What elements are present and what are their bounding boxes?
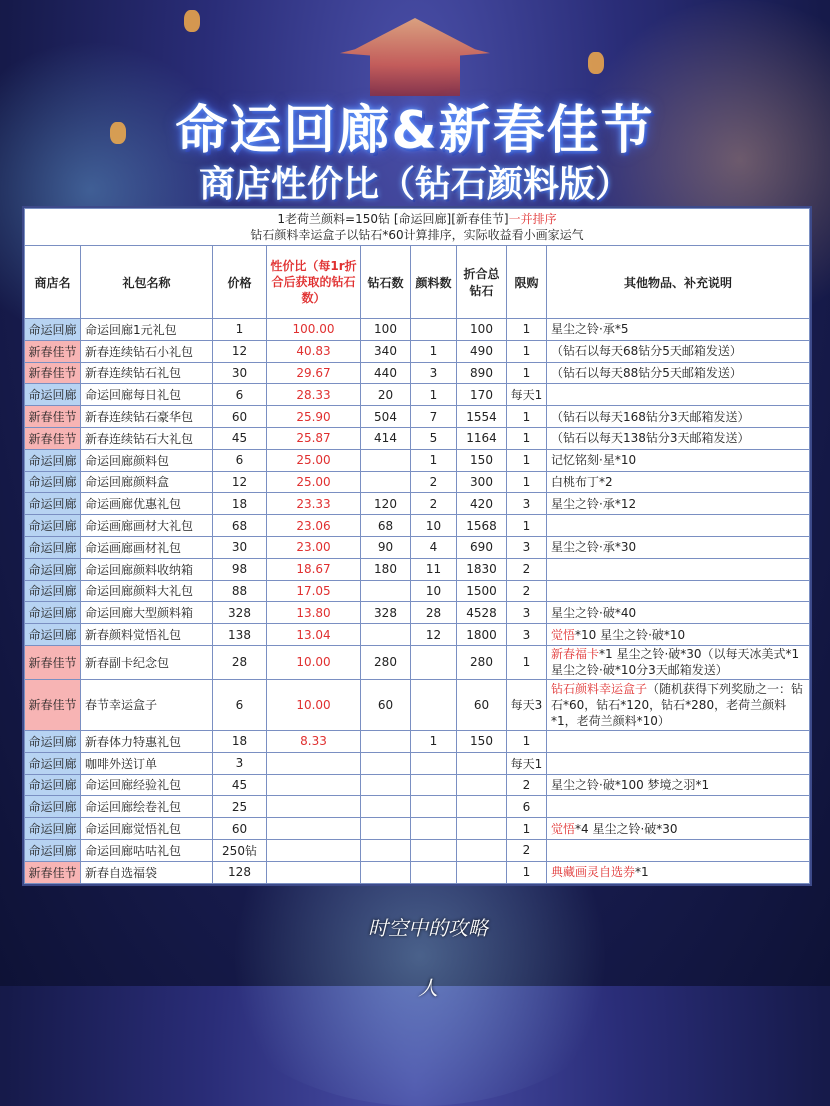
cell-extra <box>547 384 810 406</box>
cell-paint: 10 <box>411 515 457 537</box>
cell-ratio <box>267 752 361 774</box>
cell-limit: 1 <box>507 471 547 493</box>
cell-price: 30 <box>213 362 267 384</box>
table-row <box>25 818 810 840</box>
cell-price: 6 <box>213 449 267 471</box>
extra-highlight: 典藏画灵自选券 <box>551 865 636 880</box>
cell-price: 98 <box>213 558 267 580</box>
cell-ratio: 25.00 <box>267 449 361 471</box>
cell-total <box>457 752 507 774</box>
cell-ratio: 18.67 <box>267 558 361 580</box>
note-line2: 钻石颜料幸运盒子以钻石*60计算排序，实际收益看小画家运气 <box>250 228 584 242</box>
extra-highlight: 觉悟 <box>551 821 576 836</box>
cell-diamond <box>361 624 411 646</box>
cell-limit: 1 <box>507 319 547 341</box>
extra-text: （钻石以每天138钻分3天邮箱发送） <box>551 431 750 446</box>
cell-paint: 2 <box>411 471 457 493</box>
cell-ratio: 23.00 <box>267 536 361 558</box>
cell-total: 300 <box>457 471 507 493</box>
cell-extra <box>547 515 810 537</box>
cell-price: 6 <box>213 384 267 406</box>
cell-paint <box>411 818 457 840</box>
note-row <box>25 209 810 246</box>
cell-shop: 命运回廊 <box>25 471 81 493</box>
col-header-limit: 限购 <box>507 246 547 319</box>
cell-diamond <box>361 471 411 493</box>
table-row <box>25 861 810 883</box>
cell-price: 18 <box>213 493 267 515</box>
table-row <box>25 558 810 580</box>
cell-paint: 12 <box>411 624 457 646</box>
price-table <box>24 208 810 884</box>
cell-paint: 1 <box>411 730 457 752</box>
cell-paint <box>411 679 457 730</box>
cell-total: 420 <box>457 493 507 515</box>
extra-highlight: 觉悟 <box>551 627 576 642</box>
page-subtitle: 商店性价比（钻石颜料版） <box>198 164 631 205</box>
table-row <box>25 536 810 558</box>
cell-name: 春节幸运盒子 <box>81 679 213 730</box>
cell-limit: 2 <box>507 774 547 796</box>
cell-limit: 2 <box>507 580 547 602</box>
cell-name: 命运画廊优惠礼包 <box>81 493 213 515</box>
extra-text: （钻石以每天168钻分3天邮箱发送） <box>551 409 750 424</box>
cell-ratio: 25.90 <box>267 406 361 428</box>
cell-diamond: 340 <box>361 340 411 362</box>
cell-ratio: 23.33 <box>267 493 361 515</box>
table-row <box>25 752 810 774</box>
extra-highlight: 钻石颜料幸运盒子 <box>551 681 648 696</box>
cell-extra <box>547 406 810 428</box>
table-row <box>25 493 810 515</box>
col-header-paint: 颜料数 <box>411 246 457 319</box>
cell-limit: 1 <box>507 449 547 471</box>
table-row <box>25 774 810 796</box>
lantern-icon <box>184 10 200 32</box>
cell-total <box>457 861 507 883</box>
cell-price: 45 <box>213 427 267 449</box>
cell-name: 新春连续钻石礼包 <box>81 362 213 384</box>
cell-total: 490 <box>457 340 507 362</box>
cell-shop: 新春佳节 <box>25 679 81 730</box>
cell-paint <box>411 752 457 774</box>
cell-paint <box>411 839 457 861</box>
cell-ratio: 40.83 <box>267 340 361 362</box>
cell-paint <box>411 319 457 341</box>
cell-paint: 1 <box>411 449 457 471</box>
cell-limit: 每天1 <box>507 384 547 406</box>
cell-total: 690 <box>457 536 507 558</box>
cell-paint <box>411 861 457 883</box>
table-row <box>25 449 810 471</box>
cell-price: 25 <box>213 796 267 818</box>
table-row <box>25 427 810 449</box>
cell-paint: 1 <box>411 384 457 406</box>
cell-diamond: 68 <box>361 515 411 537</box>
cell-price: 3 <box>213 752 267 774</box>
cell-ratio <box>267 774 361 796</box>
cell-price: 68 <box>213 515 267 537</box>
cell-extra <box>547 839 810 861</box>
cell-paint: 11 <box>411 558 457 580</box>
cell-ratio: 13.80 <box>267 602 361 624</box>
cell-limit: 1 <box>507 861 547 883</box>
cell-shop: 命运回廊 <box>25 730 81 752</box>
cell-total: 100 <box>457 319 507 341</box>
cell-total <box>457 839 507 861</box>
cell-name: 命运回廊颜料盒 <box>81 471 213 493</box>
cell-ratio: 28.33 <box>267 384 361 406</box>
cell-limit: 3 <box>507 536 547 558</box>
cell-total: 1164 <box>457 427 507 449</box>
pavilion-illustration <box>340 18 490 96</box>
extra-text: 星尘之铃·承*30 <box>551 540 637 555</box>
cell-name: 新春连续钻石豪华包 <box>81 406 213 428</box>
cell-diamond: 504 <box>361 406 411 428</box>
cell-price: 250钻 <box>213 839 267 861</box>
cell-total: 1568 <box>457 515 507 537</box>
cell-extra <box>547 536 810 558</box>
cell-extra <box>547 602 810 624</box>
cell-shop: 命运回廊 <box>25 818 81 840</box>
extra-text: *1 <box>635 865 649 880</box>
table-row <box>25 515 810 537</box>
cell-diamond <box>361 774 411 796</box>
price-table-container <box>22 206 812 886</box>
col-header-ratio: 性价比（每1r折合后获取的钻石数） <box>267 246 361 319</box>
cell-ratio: 10.00 <box>267 679 361 730</box>
cell-limit: 1 <box>507 645 547 679</box>
cell-name: 命运回廊大型颜料箱 <box>81 602 213 624</box>
cell-name: 命运回廊颜料包 <box>81 449 213 471</box>
cell-shop: 新春佳节 <box>25 340 81 362</box>
cell-diamond <box>361 580 411 602</box>
extra-text: （钻石以每天88钻分5天邮箱发送） <box>551 365 742 380</box>
cell-paint <box>411 796 457 818</box>
table-row <box>25 319 810 341</box>
table-row <box>25 362 810 384</box>
cell-name: 新春副卡纪念包 <box>81 645 213 679</box>
note-line1-highlight: 一并排序 <box>508 212 557 226</box>
cell-diamond: 120 <box>361 493 411 515</box>
col-header-total: 折合总钻石 <box>457 246 507 319</box>
cell-paint: 7 <box>411 406 457 428</box>
cell-total: 150 <box>457 730 507 752</box>
cell-diamond: 60 <box>361 679 411 730</box>
cell-extra <box>547 340 810 362</box>
cell-name: 命运画廊画材礼包 <box>81 536 213 558</box>
cell-price: 60 <box>213 818 267 840</box>
cell-total: 1500 <box>457 580 507 602</box>
cell-diamond <box>361 449 411 471</box>
cell-diamond: 280 <box>361 645 411 679</box>
cell-shop: 命运回廊 <box>25 558 81 580</box>
cell-extra <box>547 493 810 515</box>
cell-name: 命运回廊经验礼包 <box>81 774 213 796</box>
cell-name: 命运回廊每日礼包 <box>81 384 213 406</box>
cell-ratio: 23.06 <box>267 515 361 537</box>
header-row <box>25 246 810 319</box>
cell-diamond <box>361 730 411 752</box>
cell-limit: 2 <box>507 558 547 580</box>
cell-limit: 1 <box>507 818 547 840</box>
cell-ratio: 29.67 <box>267 362 361 384</box>
cell-shop: 命运回廊 <box>25 493 81 515</box>
cell-name: 咖啡外送订单 <box>81 752 213 774</box>
cell-total <box>457 818 507 840</box>
cell-paint <box>411 645 457 679</box>
cell-total: 1554 <box>457 406 507 428</box>
cell-price: 138 <box>213 624 267 646</box>
cell-price: 60 <box>213 406 267 428</box>
cell-price: 1 <box>213 319 267 341</box>
cell-price: 12 <box>213 471 267 493</box>
cell-extra <box>547 861 810 883</box>
cell-diamond: 440 <box>361 362 411 384</box>
cell-total: 1830 <box>457 558 507 580</box>
cell-price: 88 <box>213 580 267 602</box>
table-row <box>25 580 810 602</box>
table-row <box>25 624 810 646</box>
cell-diamond <box>361 818 411 840</box>
extra-text: （钻石以每天68钻分5天邮箱发送） <box>551 344 742 359</box>
cell-paint: 3 <box>411 362 457 384</box>
cell-extra <box>547 427 810 449</box>
cell-limit: 6 <box>507 796 547 818</box>
cell-shop: 命运回廊 <box>25 624 81 646</box>
cell-shop: 命运回廊 <box>25 796 81 818</box>
cell-diamond: 90 <box>361 536 411 558</box>
cell-total: 170 <box>457 384 507 406</box>
cell-ratio: 25.00 <box>267 471 361 493</box>
cell-name: 新春自选福袋 <box>81 861 213 883</box>
cell-price: 328 <box>213 602 267 624</box>
cell-ratio <box>267 839 361 861</box>
cell-name: 命运回廊绘卷礼包 <box>81 796 213 818</box>
table-row <box>25 796 810 818</box>
cell-limit: 每天3 <box>507 679 547 730</box>
cell-name: 新春连续钻石小礼包 <box>81 340 213 362</box>
table-row <box>25 839 810 861</box>
cell-diamond: 414 <box>361 427 411 449</box>
cell-paint: 4 <box>411 536 457 558</box>
cell-total: 280 <box>457 645 507 679</box>
cell-diamond <box>361 861 411 883</box>
cell-paint: 1 <box>411 340 457 362</box>
col-header-diamond: 钻石数 <box>361 246 411 319</box>
table-row <box>25 730 810 752</box>
cell-paint: 5 <box>411 427 457 449</box>
col-header-price: 价格 <box>213 246 267 319</box>
page-title: 命运回廊&新春佳节 <box>175 101 655 161</box>
extra-highlight: 新春福卡 <box>551 647 600 662</box>
table-row <box>25 406 810 428</box>
cell-shop: 命运回廊 <box>25 839 81 861</box>
cell-extra <box>547 730 810 752</box>
table-row <box>25 679 810 730</box>
cell-name: 命运回廊颜料收纳箱 <box>81 558 213 580</box>
cell-price: 128 <box>213 861 267 883</box>
cell-shop: 命运回廊 <box>25 449 81 471</box>
cell-extra <box>547 818 810 840</box>
cell-extra <box>547 471 810 493</box>
col-header-extra: 其他物品、补充说明 <box>547 246 810 319</box>
cell-limit: 1 <box>507 406 547 428</box>
cell-name: 新春连续钻石大礼包 <box>81 427 213 449</box>
cell-total <box>457 774 507 796</box>
table-row <box>25 602 810 624</box>
cell-paint: 28 <box>411 602 457 624</box>
col-header-shop: 商店名 <box>25 246 81 319</box>
table-row <box>25 384 810 406</box>
watermark-logo: 时空中的攻略人 <box>368 916 488 1000</box>
cell-name: 命运回廊1元礼包 <box>81 319 213 341</box>
cell-limit: 1 <box>507 730 547 752</box>
cell-extra <box>547 319 810 341</box>
cell-limit: 2 <box>507 839 547 861</box>
cell-extra <box>547 449 810 471</box>
col-header-name: 礼包名称 <box>81 246 213 319</box>
cell-ratio: 8.33 <box>267 730 361 752</box>
cell-paint <box>411 774 457 796</box>
cell-extra <box>547 752 810 774</box>
extra-text: 星尘之铃·承*12 <box>551 496 637 511</box>
cell-price: 30 <box>213 536 267 558</box>
cell-price: 6 <box>213 679 267 730</box>
cell-extra <box>547 679 810 730</box>
cell-name: 命运回廊咕咕礼包 <box>81 839 213 861</box>
cell-paint: 2 <box>411 493 457 515</box>
cell-shop: 命运回廊 <box>25 536 81 558</box>
cell-price: 28 <box>213 645 267 679</box>
extra-text: 白桃布丁*2 <box>551 474 613 489</box>
cell-extra <box>547 774 810 796</box>
cell-shop: 命运回廊 <box>25 515 81 537</box>
cell-shop: 命运回廊 <box>25 580 81 602</box>
cell-ratio: 10.00 <box>267 645 361 679</box>
cell-extra <box>547 624 810 646</box>
cell-limit: 1 <box>507 427 547 449</box>
cell-ratio <box>267 818 361 840</box>
cell-total: 890 <box>457 362 507 384</box>
cell-name: 新春体力特惠礼包 <box>81 730 213 752</box>
extra-text: 星尘之铃·破*40 <box>551 605 637 620</box>
cell-shop: 新春佳节 <box>25 406 81 428</box>
cell-shop: 命运回廊 <box>25 384 81 406</box>
cell-ratio: 13.04 <box>267 624 361 646</box>
cell-extra <box>547 558 810 580</box>
cell-limit: 3 <box>507 602 547 624</box>
cell-limit: 每天1 <box>507 752 547 774</box>
cell-paint: 10 <box>411 580 457 602</box>
table-row <box>25 340 810 362</box>
cell-ratio: 100.00 <box>267 319 361 341</box>
cell-price: 45 <box>213 774 267 796</box>
cell-total: 150 <box>457 449 507 471</box>
lantern-icon <box>588 52 604 74</box>
cell-shop: 新春佳节 <box>25 427 81 449</box>
extra-text: 星尘之铃·破*100 梦境之羽*1 <box>551 777 710 792</box>
cell-extra <box>547 645 810 679</box>
cell-diamond: 328 <box>361 602 411 624</box>
cell-limit: 1 <box>507 362 547 384</box>
cell-ratio <box>267 861 361 883</box>
cell-diamond <box>361 839 411 861</box>
extra-text: 记忆铭刻·星*10 <box>551 453 637 468</box>
cell-ratio: 25.87 <box>267 427 361 449</box>
cell-limit: 1 <box>507 515 547 537</box>
cell-total: 1800 <box>457 624 507 646</box>
cell-diamond: 100 <box>361 319 411 341</box>
table-row <box>25 471 810 493</box>
cell-shop: 命运回廊 <box>25 319 81 341</box>
cell-price: 18 <box>213 730 267 752</box>
cell-limit: 1 <box>507 340 547 362</box>
cell-name: 命运回廊觉悟礼包 <box>81 818 213 840</box>
cell-extra <box>547 796 810 818</box>
cell-price: 12 <box>213 340 267 362</box>
cell-limit: 3 <box>507 493 547 515</box>
table-note <box>25 209 810 246</box>
cell-extra <box>547 580 810 602</box>
cell-diamond <box>361 752 411 774</box>
cell-diamond <box>361 796 411 818</box>
cell-shop: 新春佳节 <box>25 362 81 384</box>
cell-name: 新春颜料觉悟礼包 <box>81 624 213 646</box>
extra-text: （随机获得下列奖励之一：钻石*60，钻石*120，钻石*280，老荷兰颜料*1，老荷兰颜料*10） <box>551 681 804 728</box>
cell-extra <box>547 362 810 384</box>
extra-text: 星尘之铃·承*5 <box>551 322 629 337</box>
extra-text: *4 星尘之铃·破*30 <box>575 821 678 836</box>
cell-shop: 命运回廊 <box>25 752 81 774</box>
cell-shop: 新春佳节 <box>25 645 81 679</box>
cell-total: 4528 <box>457 602 507 624</box>
extra-text: *1 星尘之铃·破*30（以每天冰美式*1 星尘之铃·破*10分3天邮箱发送） <box>551 647 800 678</box>
cell-limit: 3 <box>507 624 547 646</box>
cell-shop: 命运回廊 <box>25 602 81 624</box>
note-line1: 1老荷兰颜料=150钻 [命运回廊][新春佳节] <box>277 212 509 226</box>
cell-total <box>457 796 507 818</box>
cell-ratio: 17.05 <box>267 580 361 602</box>
cell-diamond: 180 <box>361 558 411 580</box>
cell-shop: 命运回廊 <box>25 774 81 796</box>
cell-diamond: 20 <box>361 384 411 406</box>
cell-name: 命运画廊画材大礼包 <box>81 515 213 537</box>
extra-text: *10 星尘之铃·破*10 <box>575 627 686 642</box>
cell-total: 60 <box>457 679 507 730</box>
cell-shop: 新春佳节 <box>25 861 81 883</box>
table-row <box>25 645 810 679</box>
cell-ratio <box>267 796 361 818</box>
cell-name: 命运回廊颜料大礼包 <box>81 580 213 602</box>
